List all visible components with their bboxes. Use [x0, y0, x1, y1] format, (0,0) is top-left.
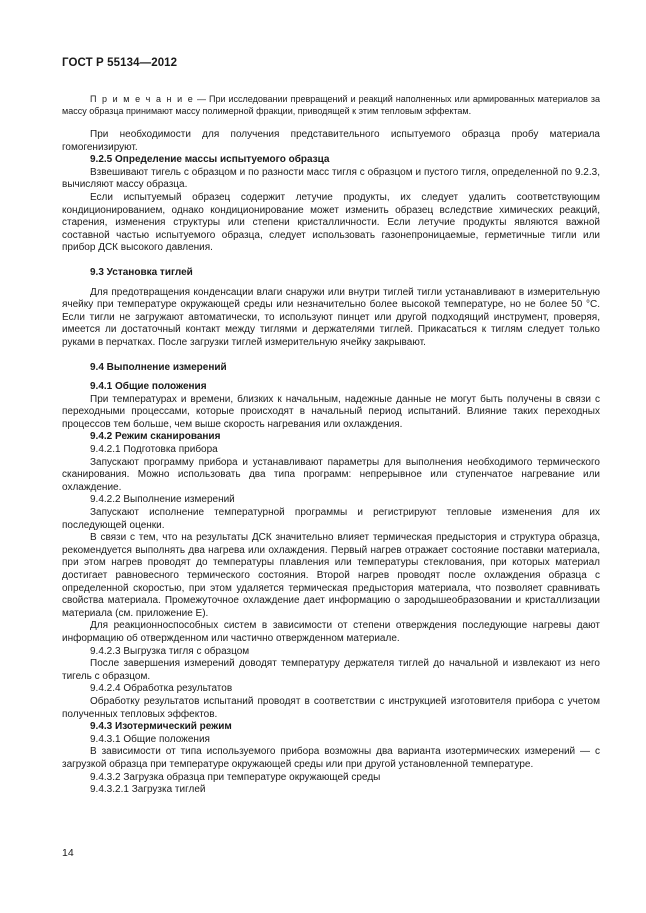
heading-9-4-3-2-1: 9.4.3.2.1 Загрузка тиглей	[90, 784, 206, 796]
page-content	[62, 94, 600, 797]
paragraph-prehistory: В связи с тем, что на результаты ДСК значительно влияет термическая предыстория и структура образца, рекомендуется выполнять два нагрева или охлаждения. Первый нагрев отражает состояние поставки материала, при этом нагрев проводят до температуры плавления или температуры стеклования, при которых материал достигает равновесного термического состояния. Второй нагрев проводят после охлаждения образца с определенной скоростью, при этом удаляется термическая предыстория материала, что позволяет сравнивать свойства материала. Промежуточное охлаждение дает информацию о зародышеобразовании и кристаллизации материала (см. приложение Е).	[62, 532, 600, 619]
heading-9-4-2-2: 9.4.2.2 Выполнение измерений	[90, 494, 235, 506]
heading-9-4-2-3: 9.4.2.3 Выгрузка тигля с образцом	[90, 645, 250, 657]
note-label: П р и м е ч а н и е	[90, 94, 195, 104]
paragraph-unload: После завершения измерений доводят температуру держателя тиглей до начальной и извлекают из него тигель с образцом.	[62, 658, 600, 682]
paragraph-reactive: Для реакционноспособных систем в зависимости от степени отверждения последующие нагревы дают информацию об отвержденном или частично отвержденном материале.	[62, 620, 600, 644]
heading-9-4: 9.4 Выполнение измерений	[90, 361, 227, 373]
heading-9-4-2-4: 9.4.2.4 Обработка результатов	[90, 683, 233, 695]
standard-code-header: ГОСТ Р 55134—2012	[62, 57, 178, 69]
page-number: 14	[62, 847, 74, 859]
paragraph-homogenize: При необходимости для получения представительного испытуемого образца пробу материала гомогенизируют.	[62, 129, 600, 153]
paragraph-iso-general: В зависимости от типа используемого прибора возможны два варианта изотермических измерений — с загрузкой образца при температуре окружающей среды или при другой установленной температуре.	[62, 746, 600, 770]
heading-9-4-3: 9.4.3 Изотермический режим	[90, 721, 232, 733]
heading-9-4-2: 9.4.2 Режим сканирования	[90, 431, 221, 443]
heading-9-4-3-2: 9.4.3.2 Загрузка образца при температуре окружающей среды	[90, 771, 381, 783]
heading-9-4-2-1: 9.4.2.1 Подготовка прибора	[90, 444, 218, 456]
note-text: — При исследовании превращений и реакций наполненных или армированных материалов за массу образца принимают массу полимерной фракции, приводящей к этим тепловым эффектам.	[62, 94, 600, 116]
paragraph-weigh: Взвешивают тигель с образцом и по разности масс тигля с образцом и пустого тигля, определенной по 9.2.3, вычисляют массу образца.	[62, 166, 600, 191]
note-paragraph	[62, 94, 600, 117]
heading-9-4-3-1: 9.4.3.1 Общие положения	[90, 733, 210, 745]
paragraph-install: Для предотвращения конденсации влаги снаружи или внутри тиглей тигли устанавливают в измерительную ячейку при температуре окружающей среды или незначительно более высокой температуре, но не более 50 °С. Если тигли не загружают автоматически, то используют пинцет или другой подходящий инструмент, проверяя, имеется ли достаточный контакт между тиглями и держателями тиглей. Прикасаться к тиглям следует только руками в перчатках. После загрузки тиглей измерительную ячейку закрывают.	[62, 286, 600, 348]
paragraph-general: При температурах и времени, близких к начальным, надежные данные не могут быть получены в связи с переходными процессами, которые происходят в начальный период испытаний. Влияние таких переходных процессов тем больше, чем выше скорость нагревания или охлаждения.	[62, 393, 600, 430]
heading-9-2-5: 9.2.5 Определение массы испытуемого образца	[90, 154, 330, 166]
paragraph-processing: Обработку результатов испытаний проводят в соответствии с инструкцией изготовителя прибора с учетом полученных тепловых эффектов.	[62, 695, 600, 720]
heading-9-3: 9.3 Установка тиглей	[90, 266, 193, 278]
heading-9-4-1: 9.4.1 Общие положения	[90, 381, 207, 393]
paragraph-prep: Запускают программу прибора и устанавливают параметры для выполнения необходимого термического сканирования. Можно использовать два типа программ: непрерывное или ступенчатое нагревание или охлаждение.	[62, 456, 600, 493]
paragraph-exec: Запускают исполнение температурной программы и регистрируют тепловые изменения для их последующей оценки.	[62, 507, 600, 531]
paragraph-volatile: Если испытуемый образец содержит летучие продукты, их следует удалить соответствующим кондиционированием, однако кондиционирование может изменить образец вследствие химических реакций, старения, изменения структуры или степени кристалличности. Если летучие продукты являются важной составной частью испытуемого образца, следует использовать газонепроницаемые, герметичные тигли или прибор ДСК высокого давления.	[62, 191, 600, 254]
